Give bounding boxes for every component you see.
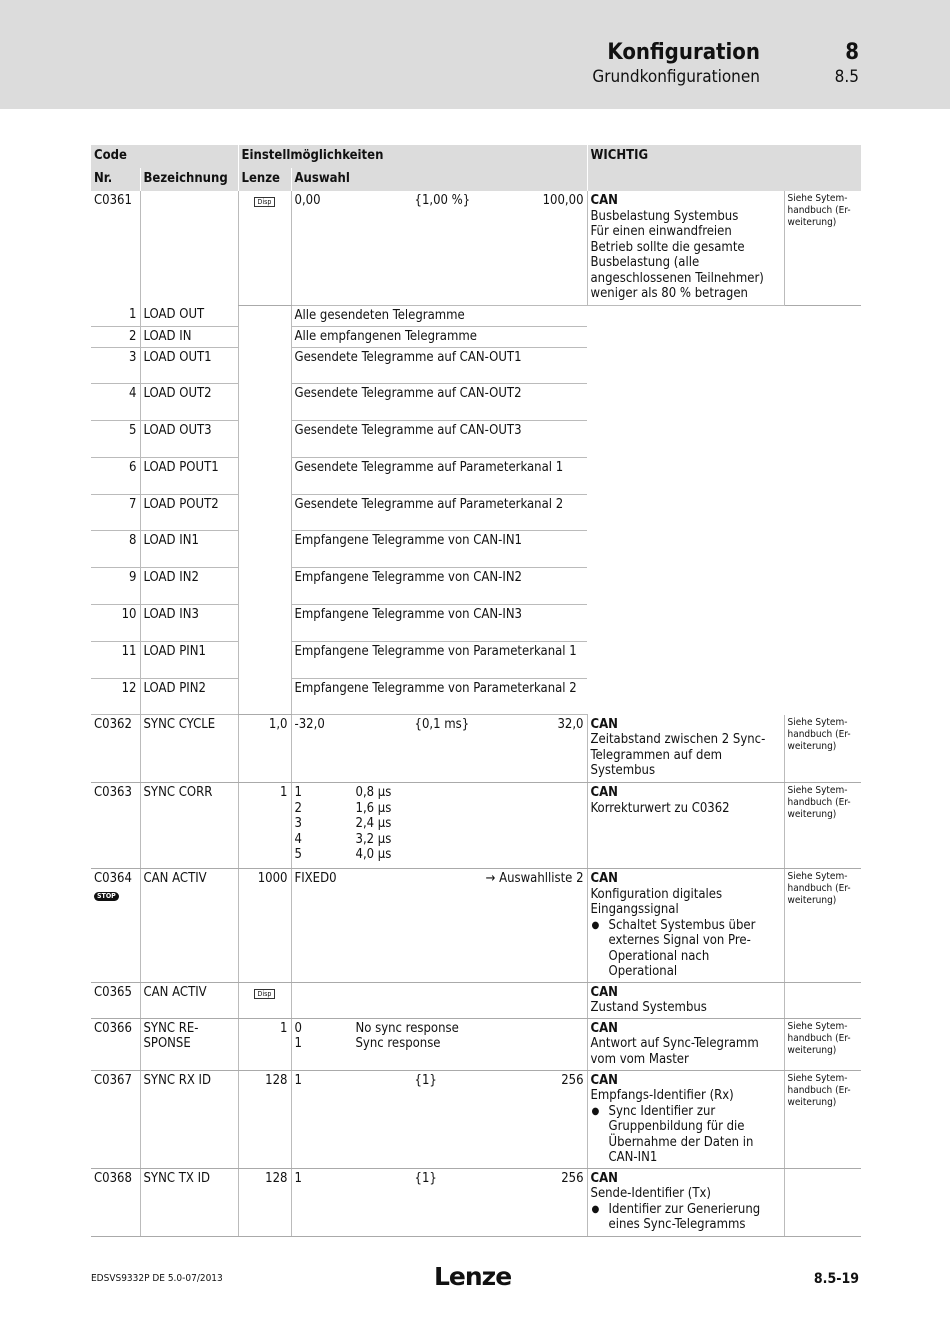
- lenze-cell: 1,0: [238, 715, 291, 783]
- note-cell: Siehe Sytem-handbuch (Er-weiterung): [784, 1070, 861, 1168]
- name-cell: LOAD PIN2: [140, 678, 238, 715]
- option-item: 1 0,8 µs: [294, 785, 392, 801]
- nr-cell: 5: [91, 421, 140, 458]
- name-cell: LOAD IN3: [140, 605, 238, 642]
- note-cell: Siehe Sytem-handbuch (Er-weiterung): [784, 1018, 861, 1070]
- important-cell: Gesendete Telegramme auf CAN-OUT2: [291, 384, 587, 421]
- important-cell: Gesendete Telegramme auf Parameterkanal 2: [291, 494, 587, 531]
- table-row: [91, 982, 861, 1018]
- table-row: [91, 783, 861, 869]
- header-selection: Auswahl: [291, 168, 587, 191]
- important-cell: Empfangene Telegramme von CAN-IN2: [291, 568, 587, 605]
- name-cell: LOAD OUT2: [140, 384, 238, 421]
- code-cell: C0361: [94, 193, 132, 208]
- important-cell: CAN Korrekturwert zu C0362: [587, 783, 784, 869]
- header-code: Code: [91, 145, 238, 168]
- table-row: [91, 347, 861, 384]
- disp-badge: Disp: [254, 989, 276, 999]
- lenze-cell: 1000: [238, 869, 291, 983]
- important-cell: Alle empfangenen Telegramme: [291, 326, 587, 347]
- code-cell: C0362: [91, 715, 140, 783]
- table-row: [91, 305, 861, 326]
- name-cell: LOAD OUT: [140, 305, 238, 326]
- disp-badge: Disp: [254, 197, 276, 207]
- table-row: [91, 568, 861, 605]
- table-row: [91, 457, 861, 494]
- selection-cell: [291, 783, 587, 869]
- name-cell: LOAD POUT2: [140, 494, 238, 531]
- nr-cell: 9: [91, 568, 140, 605]
- selection-cell: [291, 1018, 587, 1070]
- header-settings: Einstellmöglichkeiten: [238, 145, 587, 168]
- selection-cell: FIXED0 → Auswahlliste 2: [291, 869, 587, 983]
- chapter-number: 8: [845, 40, 859, 65]
- name-cell: LOAD PIN1: [140, 641, 238, 678]
- table-row: [91, 678, 861, 715]
- nr-cell: 12: [91, 678, 140, 715]
- option-item: 0 No sync response: [294, 1020, 459, 1036]
- nr-cell: 6: [91, 457, 140, 494]
- range-cell: 1 {1} 256: [294, 1170, 584, 1186]
- range-cell: 0,00 {1,00 %} 100,00: [294, 193, 584, 208]
- lenze-cell: 1: [238, 783, 291, 869]
- code-cell: C0365: [91, 982, 140, 1018]
- lenze-cell: [238, 191, 291, 305]
- note-cell: [784, 1168, 861, 1236]
- lenze-cell: [238, 982, 291, 1018]
- section-number: 8.5: [834, 67, 859, 87]
- option-item: 3 2,4 µs: [294, 816, 392, 832]
- nr-cell: 2: [91, 326, 140, 347]
- page-header: [0, 0, 950, 109]
- important-cell: Gesendete Telegramme auf CAN-OUT1: [291, 347, 587, 384]
- table-row: [91, 494, 861, 531]
- nr-cell: 3: [91, 347, 140, 384]
- doc-id: EDSVS9332P DE 5.0-07/2013: [91, 1273, 223, 1284]
- selection-cell: [291, 1168, 587, 1236]
- header-lenze: Lenze: [238, 168, 291, 191]
- table-row: [91, 715, 861, 783]
- bullet-item: ● Sync Identifier zur Gruppenbildung für die Übernahme der Daten in CAN-IN1: [591, 1104, 779, 1166]
- important-cell: Gesendete Telegramme auf Parameterkanal 1: [291, 457, 587, 494]
- table-row: [91, 605, 861, 642]
- important-cell: CAN Busbelastung Systembus Für einen einwandfreien Betrieb sollte die gesamte Busbelastung (alle angeschlossenen Teilnehmer) weniger als 80 % betragen: [587, 191, 784, 305]
- code-cell: C0366: [91, 1018, 140, 1070]
- important-cell: Gesendete Telegramme auf CAN-OUT3: [291, 421, 587, 458]
- code-cell: C0363: [91, 783, 140, 869]
- name-cell: LOAD POUT1: [140, 457, 238, 494]
- table-row: [91, 1168, 861, 1236]
- bullet-item: ● Schaltet Systembus über externes Signal von Pre-Operational nach Operational: [591, 918, 779, 980]
- table-row: [91, 1070, 861, 1168]
- stop-icon: STOP: [94, 892, 119, 901]
- important-cell: Empfangene Telegramme von Parameterkanal 2: [291, 678, 587, 715]
- nr-cell: 8: [91, 531, 140, 568]
- nr-cell: 7: [91, 494, 140, 531]
- selection-cell: [291, 715, 587, 783]
- name-cell: SYNC RX ID: [140, 1070, 238, 1168]
- page-number: 8.5-19: [813, 1271, 859, 1287]
- selection-cell: [291, 982, 587, 1018]
- name-cell: SYNC TX ID: [140, 1168, 238, 1236]
- lenze-cell: 128: [238, 1168, 291, 1236]
- name-cell: CAN ACTIV: [140, 869, 238, 983]
- lenze-logo: Lenze: [434, 1262, 512, 1291]
- important-cell: Empfangene Telegramme von Parameterkanal 1: [291, 641, 587, 678]
- code-cell: C0364 STOP: [91, 869, 140, 983]
- nr-cell: 11: [91, 641, 140, 678]
- name-cell: LOAD IN1: [140, 531, 238, 568]
- important-cell: Empfangene Telegramme von CAN-IN1: [291, 531, 587, 568]
- option-item: 5 4,0 µs: [294, 847, 392, 863]
- chapter-title: Konfiguration: [607, 40, 760, 65]
- table-row: [91, 421, 861, 458]
- table-row: [91, 1018, 861, 1070]
- bullet-item: ● Identifier zur Generierung eines Sync-Telegramms: [591, 1202, 779, 1233]
- lenze-cell: 128: [238, 1070, 291, 1168]
- important-cell: CAN Zeitabstand zwischen 2 Sync-Telegrammen auf dem Systembus: [587, 715, 784, 783]
- table-row: [91, 641, 861, 678]
- table-row: [91, 191, 861, 305]
- selection-cell: [291, 1070, 587, 1168]
- table-row: [91, 869, 861, 983]
- important-cell: Alle gesendeten Telegramme: [291, 305, 587, 326]
- note-cell: Siehe Sytem-handbuch (Er-weiterung): [784, 191, 861, 305]
- table-row: [91, 384, 861, 421]
- header-name: Bezeichnung: [140, 168, 238, 191]
- important-cell: CAN Antwort auf Sync-Telegramm vom vom Master: [587, 1018, 784, 1070]
- option-item: 4 3,2 µs: [294, 831, 392, 847]
- nr-cell: 4: [91, 384, 140, 421]
- range-cell: -32,0 {0,1 ms} 32,0: [294, 717, 584, 733]
- nr-cell: 10: [91, 605, 140, 642]
- table-row: [91, 326, 861, 347]
- code-cell: C0367: [91, 1070, 140, 1168]
- important-cell: CAN Empfangs-Identifier (Rx) ● Sync Identifier zur Gruppenbildung für die Übernahme der Daten in CAN-IN1: [587, 1070, 784, 1168]
- name-cell: LOAD OUT3: [140, 421, 238, 458]
- code-cell: C0368: [91, 1168, 140, 1236]
- name-cell: SYNC CYCLE: [140, 715, 238, 783]
- range-cell: 1 {1} 256: [294, 1072, 584, 1088]
- option-item: 1 Sync response: [294, 1036, 441, 1052]
- name-cell: LOAD IN2: [140, 568, 238, 605]
- name-cell: SYNC CORR: [140, 783, 238, 869]
- name-cell: LOAD OUT1: [140, 347, 238, 384]
- important-cell: CAN Konfiguration digitales Eingangssignal ● Schaltet Systembus über externes Signal von Pre-Operational nach Operational: [587, 869, 784, 983]
- note-cell: Siehe Sytem-handbuch (Er-weiterung): [784, 869, 861, 983]
- option-item: 2 1,6 µs: [294, 800, 392, 816]
- reference-link[interactable]: → Auswahlliste 2: [485, 871, 584, 887]
- table-row: [91, 531, 861, 568]
- table-header-row: [91, 145, 861, 168]
- section-title: Grundkonfigurationen: [592, 67, 760, 87]
- note-cell: Siehe Sytem-handbuch (Er-weiterung): [784, 783, 861, 869]
- header-important: WICHTIG: [587, 145, 861, 191]
- important-cell: Empfangene Telegramme von CAN-IN3: [291, 605, 587, 642]
- lenze-cell: 1: [238, 1018, 291, 1070]
- name-cell: CAN ACTIV: [140, 982, 238, 1018]
- note-cell: [784, 982, 861, 1018]
- important-cell: CAN Sende-Identifier (Tx) ● Identifier zur Generierung eines Sync-Telegramms: [587, 1168, 784, 1236]
- nr-cell: 1: [91, 305, 140, 326]
- name-cell: SYNC RE-SPONSE: [140, 1018, 238, 1070]
- name-cell: LOAD IN: [140, 326, 238, 347]
- code-table: [91, 145, 861, 1237]
- header-nr: Nr.: [91, 168, 140, 191]
- note-cell: Siehe Sytem-handbuch (Er-weiterung): [784, 715, 861, 783]
- important-cell: CAN Zustand Systembus: [587, 982, 784, 1018]
